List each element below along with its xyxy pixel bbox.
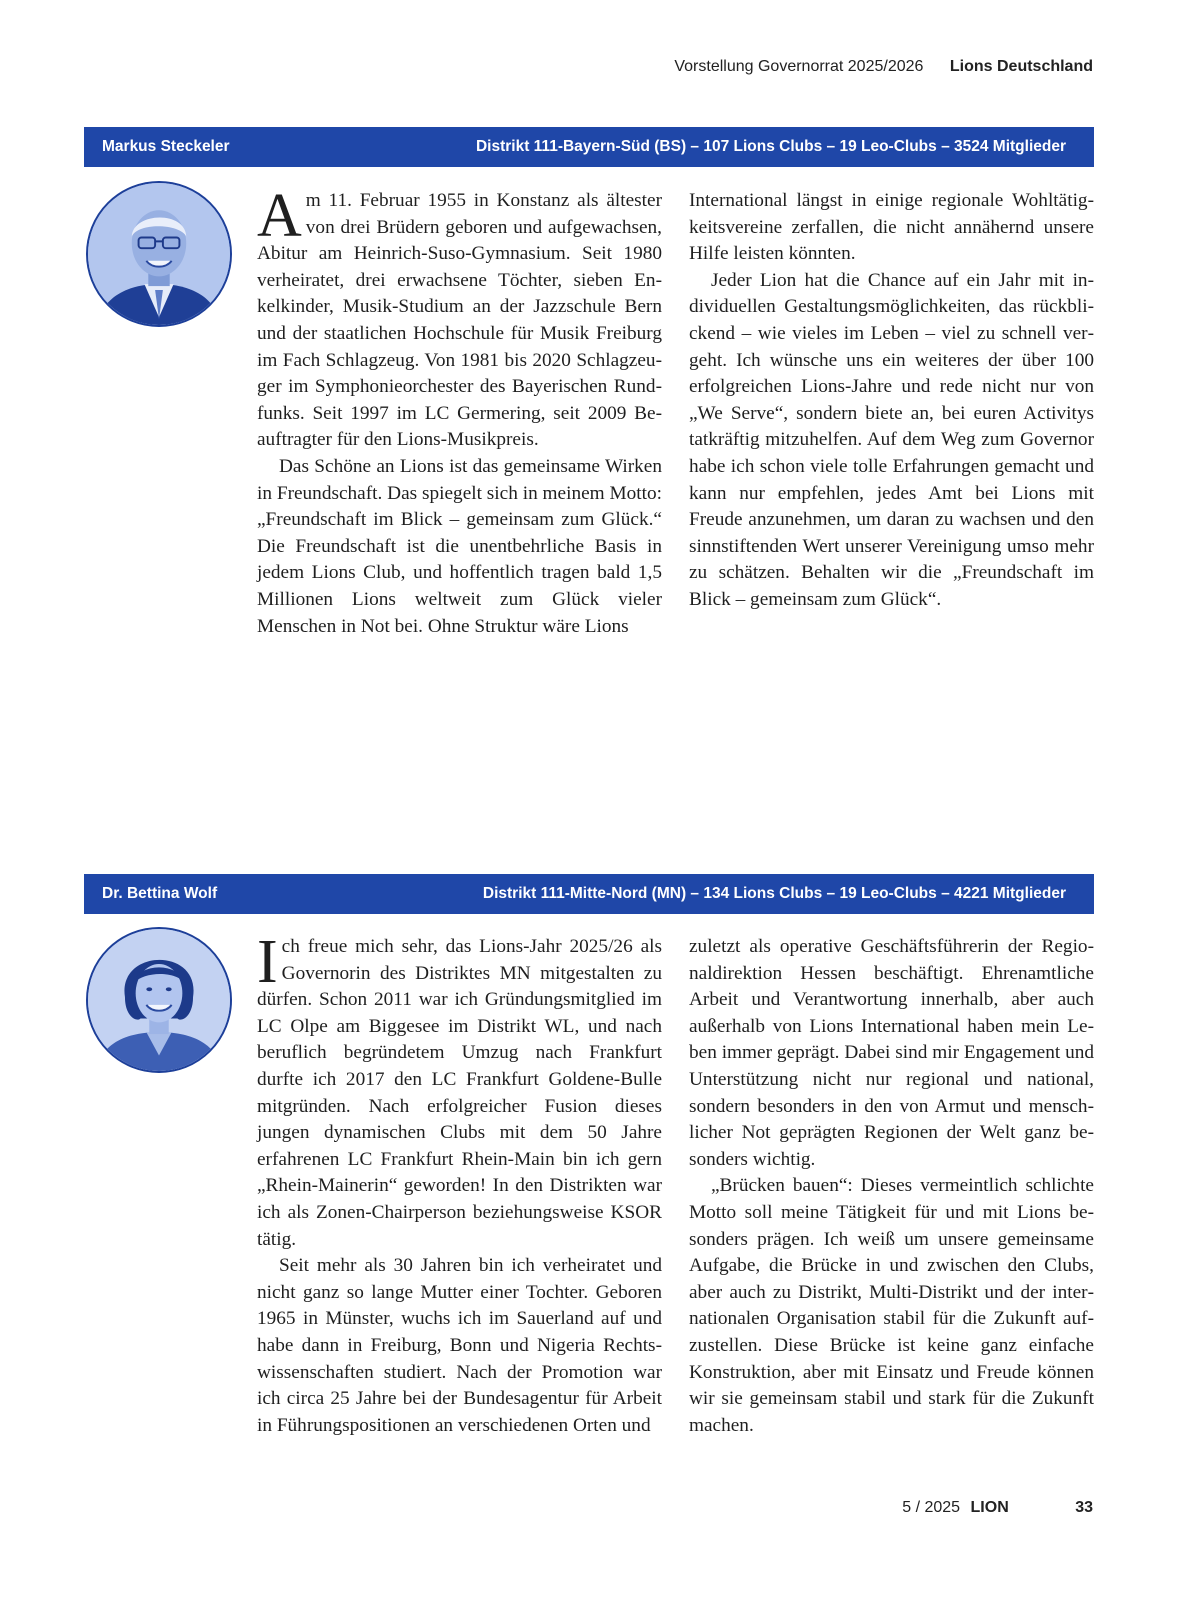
paragraph: Ich freue mich sehr, das Lions-Jahr 2025/26 als Governorin des Distriktes MN mitgestalten zu dürfen. Schon 2011 war ich Gründungsmitglied im LC Olpe am Biggesee im Distrikt WL, und nach beruflich begründetem Umzug nach Frankfurt durfte ich 2017 den LC Frankfurt Goldene-Bulle mitgründen. Nach erfolgreicher Fusion dieses jungen dynamischen Clubs mit dem 50 Jahre erfahrenen LC Frankfurt Rhein-Main bin ich gern „Rhein-Mainerin“ geworden! In den Distrikten war ich als Zonen-Chairperson beziehungsweise KSOR tätig.	[257, 928, 662, 1250]
dropcap: A	[257, 182, 302, 250]
paragraph: Am 11. Februar 1955 in Konstanz als ältester von drei Brüdern geboren und aufgewachsen, Abitur am Heinrich-Suso-Gymnasium. Seit 1980 verheiratet, drei erwachsene Töchter, sieben Enkelkinder, Musik-Studium an der Jazzschule Bern und der staatlichen Hochschule für Musik Freiburg im Fach Schlagzeug. Von 1981 bis 2020 Schlagzeuger im Symphonieorchester des Bayerischen Rundfunks. Seit 1997 im LC Germering, seit 2009 Beauftragter für den Lions-Musikpreis.	[257, 182, 662, 451]
profile-1-right-column	[689, 188, 1094, 614]
paragraph: Das Schöne an Lions ist das gemeinsame Wirken in Freundschaft. Das spiegelt sich in meinem Motto: „Freundschaft im Blick – gemeinsam zum Glück.“ Die Freundschaft ist die unentbehrliche Basis in jedem Lions Club, und hoffentlich tragen bald 1,5 Millionen Lions weltweit zum Glück vieler Menschen in Not bei. Ohne Struktur wäre Lions	[257, 455, 662, 637]
paragraph: International längst in einige regionale Wohltätigkeitsvereine zerfallen, die nicht annähernd unsere Hilfe leisten könnten.	[689, 190, 1094, 265]
paragraph: „Brücken bauen“: Dieses vermeintlich schlichte Motto soll meine Tätigkeit für und mit Lions besonders prägen. Ich weiß um unsere gemeinsame Aufgabe, die Brücke in und zwischen den Clubs, aber auch zu Distrikt, Multi-Distrikt und der internationalen Organisation stabil für die Zukunft aufzustellen. Diese Brücke ist keine ganz einfache Konstruktion, aber mit Einsatz und Freude können wir sie gemeinsam stabil und stark für die Zukunft machen.	[689, 1175, 1094, 1436]
page-number: 33	[1075, 1499, 1093, 1516]
profile-2-left-column	[257, 928, 662, 1439]
portrait-woman-image	[88, 929, 230, 1071]
profile-bar-wolf	[84, 874, 1094, 914]
page-footer	[902, 1499, 1093, 1517]
profile-name: Dr. Bettina Wolf	[102, 885, 218, 902]
dropcap: I	[257, 928, 278, 996]
magazine-name: LION	[970, 1499, 1009, 1516]
paragraph: zuletzt als operative Geschäftsführerin der Regionaldirektion Hessen beschäftigt. Ehrenamtliche Arbeit und Verantwortung innerhalb, aber auch außerhalb von Lions International haben mein Leben immer geprägt. Dabei sind mir Engagement und Unterstützung nicht nur regional und national, sondern besonders in den von Armut und menschlicher Not geprägten Regionen der Welt ganz besonders wichtig.	[689, 936, 1094, 1170]
profile-bar-steckeler	[84, 127, 1094, 167]
profile-2-right-column	[689, 934, 1094, 1439]
district-info: Distrikt 111-Mitte-Nord (MN) – 134 Lions Clubs – 19 Leo-Clubs – 4221 Mitglieder	[482, 885, 1066, 902]
brand-label: Lions Deutschland	[949, 58, 1093, 75]
district-info: Distrikt 111-Bayern-Süd (BS) – 107 Lions Clubs – 19 Leo-Clubs – 3524 Mitglieder	[475, 138, 1066, 155]
paragraph: Seit mehr als 30 Jahren bin ich verheiratet und nicht ganz so lange Mutter einer Tochter. Geboren 1965 in Münster, wuchs ich im Sauerland auf und habe dann in Freiburg, Bonn und Nigeria Rechtswissenschaften studiert. Nach der Promotion war ich circa 25 Jahre bei der Bundesagentur für Arbeit in Führungspositionen an verschiedenen Orten und	[257, 1255, 662, 1436]
running-header	[674, 58, 1093, 76]
section-title: Vorstellung Governorrat 2025/2026	[674, 58, 924, 75]
profile-1-left-column	[257, 182, 662, 640]
profile-name: Markus Steckeler	[102, 138, 230, 155]
paragraph: Jeder Lion hat die Chance auf ein Jahr mit individuellen Gestaltungsmöglichkeiten, das rückblickend – wie vieles im Leben – viel zu schnell vergeht. Ich wünsche uns ein weiteres der über 100 erfolgreichen Lions-Jahre und rede nicht nur von „We Serve“, sondern biete an, bei euren Activitys tatkräftig mitzuhelfen. Auf dem Weg zum Governor habe ich schon viele tolle Erfahrungen gemacht und kann nur empfehlen, jedes Amt bei Lions mit Freude anzunehmen, um daran zu wachsen und den sinnstiftenden Wert unserer Vereinigung umso mehr zu schätzen. Behalten wir die „Freundschaft im Blick – gemeinsam zum Glück“.	[689, 269, 1094, 610]
issue-number: 5 / 2025	[902, 1499, 961, 1516]
portrait-man-image	[88, 183, 230, 325]
portrait-photo-wolf	[86, 927, 232, 1073]
portrait-photo-steckeler	[86, 181, 232, 327]
